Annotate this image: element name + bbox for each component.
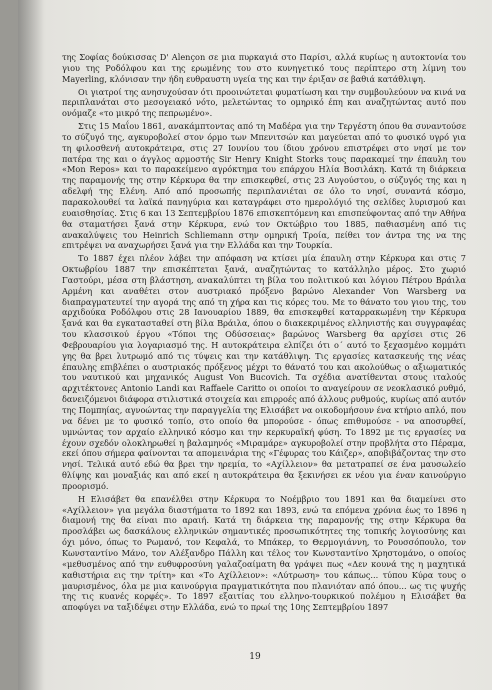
paragraph-4: Το 1887 έχει πλέον λάβει την απόφαση να κτίσει μία έπαυλη στην Κέρκυρα και στις 7 Οκτωβρίου 1887 την επισκέπτεται ξανά, αναζητώντας το κατάλληλο μέρος. Στο χωριό Γαστούρι, μέσα στη βλάστηση, ανακαλύπτει τη βίλα του πολιτικού και λόγιου Πέτρου Βράιλα Αρμένη και αναθέτει στον αυστριακό πρόξενο βαρώνο Alexander Von Warsberg να διαπραγματευτεί την αγορά της από τη χήρα και τις κόρες του. Με το θάνατο του γιου της, του αρχιδούκα Ροδόλφου στις 28 Ιανουαρίου 1889, θα επισκεφθεί καταρρακωμένη την Κέρκυρα ξανά και θα εγκατασταθεί στη βίλα Βράιλα, όπου ο διακεκριμένος ελληνιστής και συγγραφέας του κλασσικού έργου «Τόποι της Οδύσσειας» βαρώνος Warsberg θα αρχίσει στις 26 Φεβρουαρίου για λογαριασμό της. Η αυτοκράτειρα ελπίζει ότι ο΄ αυτό το ξεχασμένο κομμάτι γης θα βρει λυτρωμό από τις τύψεις και την κατάθλιψη. Τις εργασίες κατασκευής της νέας έπαυλης επιβλέπει ο αυστριακός πρόξενος μέχρι το θάνατό του και ακολούθως ο αξιωματικός του ναυτικού και μηχανικός August Von Bucovich. Τα σχέδια ανατίθενται στους ιταλούς αρχιτέκτονες Antonio Landi και Raffaele Caritto οι οποίοι το αναγείρουν σε νεοκλασικό ρυθμό, δανειζόμενοι διάφορα στιλιστικά στοιχεία και επιρροές από άλλους ρυθμούς, κυρίως από αυτόν της Πομπηίας, αγνοώντας την παραγγελία της Ελισάβετ να οικοδομήσουν ένα κτήριο απλό, που να δένει με το φυσικό τοπίο, στο οποίο θα μπορούσε - όπως επιθυμούσε - να αποσυρθεί, υμνώντας τον αρχαίο ελληνικό κόσμο και την κερκυραϊκή φύση. Το 1892 με τις εργασίες να έχουν σχεδόν ολοκληρωθεί η βαλαμηνός «Μιραμάρε» αγκυροβολεί στην προβλήτα στο Πέραμα, εκεί όπου σήμερα φαίνονται τα απομεινάρια της «Γέφυρας του Κάιζερ», αποβιβάζοντας την στο νησί. Τελικά αυτό εδώ θα βρει την ηρεμία, το «Αχίλλειον» θα μετατραπεί σε ένα μαυσωλείο θλίψης και μοναξιάς και από εκεί η αυτοκράτειρα θα ξεκινήσει εκ νέου για έναν καινούργιο προορισμό. <box>62 253 466 491</box>
page-gutter-shadow <box>18 0 44 690</box>
paragraph-5: Η Ελισάβετ θα επανέλθει στην Κέρκυρα το Νοέμβριο του 1891 και θα διαμείνει στο «Αχίλλειον» για μεγάλα διαστήματα το 1892 και 1893, ενώ τα επόμενα χρόνια έως το 1896 η διαμονή της θα είναι πιο αραιή. Κατά τη διάρκεια της παραμονής της στην Κέρκυρα θα προσλάβει ως δασκάλους ελληνικών σημαντικές προσωπικότητες της τοπικής λογιοσύνης και όχι μόνο, όπως το Ρωμανό, τον Κεφαλά, το Μπάκερ, το Θερμογιάννη, το Ρουσσόπουλο, τον Κωνσταντίνο Μάνο, τον Αλέξανδρο Πάλλη και τέλος τον Κωνσταντίνο Χρηστομάνο, ο οποίος «μεθυσμένος από την ευθυφροσύνη γαλαζοαίματη θα γράψει πως «Δεν κουνά της η μαχητικά καθιστήρια εις την τρίτη» και «Το Αχίλλειον»: «Λύτρωση» του κάπως... τύπου Κύρα τους ο μαυρισμένος, όλα με μια καινούργια πραγματικότητα που πλανιόταν από όπου... ως τις ψυχής της τις κυανές κορφές». Το 1897 εξαιτίας του ελληνο-τουρκικού πολέμου η Ελισάβετ θα αποφύγει να ταξιδέψει στην Ελλάδα, ενώ το πρωί της 10ης Σεπτεμβρίου 1897 <box>62 493 466 613</box>
page-number: 19 <box>249 652 261 662</box>
book-page <box>18 0 492 690</box>
paragraph-2: Οι γιατροί της ανησυχούσαν ότι προοινώτεται φυματίωση και την συμβουλεύουν να κινά να περιπλανάται στο μεσογειακό νότο, μελετώντας το ομηρικό έπη και αναζητώντας αυτό που ονόμαζε «το μικρό της πεπρωμένο». <box>62 86 466 119</box>
body-text <box>62 52 466 613</box>
paragraph-1: της Σοφίας δούκισσας D' Alençon σε μια πυρκαγιά στο Παρίσι, αλλά κυρίως η αυτοκτονία του γιου της Ροδόλφου και της ερωμένης του στο κυνηγετικό τους περίπτερο στη λίμνη του Mayerling, κλόνισαν την ήδη ευθραυστη υγεία της και την έριξαν σε βαθιά κατάθλιψη. <box>62 52 466 84</box>
paragraph-3: Στις 15 Μαΐου 1861, ανακάμπτοντας από τη Μαδέρα για την Τεργέστη όπου θα συναντούσε το σύζυγό της, αγκυροβολεί στον όρμο των Μπενιτσών και μαγεύεται από το φυσικό υγρό για τη φιλοσθενή αυτοκράτειρα, στις 27 Ιουνίου του ίδιου χρόνου επιστρέφει στο νησί με τον πατέρα της και ο άγγλος αρμοστής Sir Henry Knight Storks τους παρακαμεί την έπαυλη του «Mon Repos» και το παρακείμενο αγρόκτημα του επάρχου Ηλία Βοσιλάκη. Κατά τη διάρκεια της παραμονής της στην Κέρκυρα θα την επισκεφθεί, στις 23 Αυγούστου, ο σύζυγός της και η αδελφή της Ελένη. Από από προσωπής περιπλανιέται σε όλο το νησί, συναντά κόσμο, παρακολουθεί τα λαϊκά πανηγύρια και καταγράφει στο ημερολόγιό της σελίδες λυρισμού και ευαισθησίας. Στις 6 και 13 Σεπτεμβρίου 1876 επισκεπτόμενη και επισπεύφοντας από την Αθήνα θα σταματήσει ξανά στην Κέρκυρα, ενώ τον Οκτώβριο του 1885, παθιασμένη από τις ανακαλύψεις του Heinrich Schliemann στην ομηρική Τροία, πείθει τον άντρα της να της επιτρέψει να αναχωρήσει ξανά για την Ελλάδα και την Τουρκία. <box>62 121 466 251</box>
